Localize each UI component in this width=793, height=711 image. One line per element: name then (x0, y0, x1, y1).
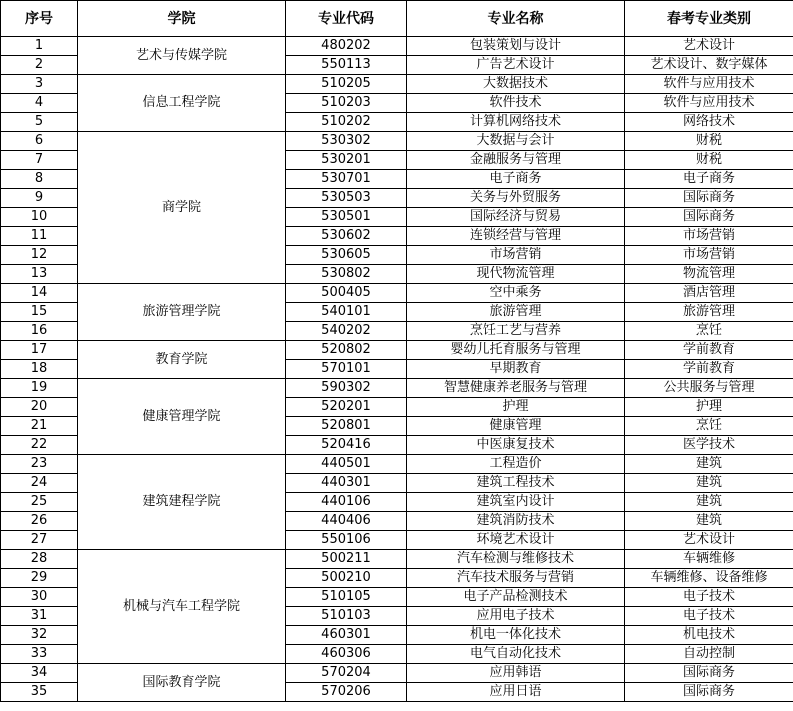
cell-seq: 31 (1, 607, 78, 626)
cell-category: 国际商务 (625, 664, 793, 683)
cell-seq: 10 (1, 208, 78, 227)
cell-name: 婴幼儿托育服务与管理 (407, 341, 625, 360)
cell-category: 物流管理 (625, 265, 793, 284)
cell-name: 连锁经营与管理 (407, 227, 625, 246)
cell-college: 教育学院 (78, 341, 286, 379)
cell-code: 530201 (286, 151, 407, 170)
cell-code: 440301 (286, 474, 407, 493)
cell-name: 中医康复技术 (407, 436, 625, 455)
cell-name: 早期教育 (407, 360, 625, 379)
cell-name: 大数据技术 (407, 75, 625, 94)
cell-name: 金融服务与管理 (407, 151, 625, 170)
cell-seq: 5 (1, 113, 78, 132)
cell-code: 520201 (286, 398, 407, 417)
cell-seq: 18 (1, 360, 78, 379)
cell-name: 计算机网络技术 (407, 113, 625, 132)
cell-seq: 4 (1, 94, 78, 113)
cell-name: 电气自动化技术 (407, 645, 625, 664)
cell-category: 艺术设计、数字媒体 (625, 56, 793, 75)
cell-category: 公共服务与管理 (625, 379, 793, 398)
cell-code: 480202 (286, 37, 407, 56)
cell-name: 软件技术 (407, 94, 625, 113)
cell-code: 530802 (286, 265, 407, 284)
cell-category: 自动控制 (625, 645, 793, 664)
cell-code: 460301 (286, 626, 407, 645)
cell-category: 电子技术 (625, 588, 793, 607)
cell-seq: 7 (1, 151, 78, 170)
table-row (1, 664, 793, 683)
cell-category: 艺术设计 (625, 531, 793, 550)
cell-code: 530602 (286, 227, 407, 246)
cell-code: 530501 (286, 208, 407, 227)
cell-name: 护理 (407, 398, 625, 417)
cell-seq: 16 (1, 322, 78, 341)
cell-name: 机电一体化技术 (407, 626, 625, 645)
cell-category: 市场营销 (625, 246, 793, 265)
cell-name: 烹饪工艺与营养 (407, 322, 625, 341)
cell-category: 电子商务 (625, 170, 793, 189)
cell-name: 大数据与会计 (407, 132, 625, 151)
cell-code: 530605 (286, 246, 407, 265)
cell-code: 440106 (286, 493, 407, 512)
cell-category: 烹饪 (625, 322, 793, 341)
cell-category: 学前教育 (625, 341, 793, 360)
cell-code: 500210 (286, 569, 407, 588)
cell-category: 财税 (625, 132, 793, 151)
cell-name: 智慧健康养老服务与管理 (407, 379, 625, 398)
cell-seq: 32 (1, 626, 78, 645)
cell-code: 510202 (286, 113, 407, 132)
cell-seq: 23 (1, 455, 78, 474)
cell-seq: 22 (1, 436, 78, 455)
cell-name: 电子商务 (407, 170, 625, 189)
cell-category: 烹饪 (625, 417, 793, 436)
cell-seq: 14 (1, 284, 78, 303)
cell-category: 建筑 (625, 512, 793, 531)
cell-seq: 25 (1, 493, 78, 512)
cell-category: 国际商务 (625, 683, 793, 702)
cell-name: 电子产品检测技术 (407, 588, 625, 607)
header-seq: 序号 (1, 1, 78, 37)
cell-seq: 28 (1, 550, 78, 569)
cell-seq: 29 (1, 569, 78, 588)
cell-code: 530503 (286, 189, 407, 208)
cell-seq: 9 (1, 189, 78, 208)
table-row (1, 550, 793, 569)
cell-code: 440406 (286, 512, 407, 531)
cell-category: 车辆维修、设备维修 (625, 569, 793, 588)
table-row (1, 132, 793, 151)
cell-category: 财税 (625, 151, 793, 170)
cell-code: 550113 (286, 56, 407, 75)
cell-seq: 21 (1, 417, 78, 436)
cell-seq: 15 (1, 303, 78, 322)
cell-seq: 19 (1, 379, 78, 398)
cell-category: 软件与应用技术 (625, 94, 793, 113)
cell-seq: 35 (1, 683, 78, 702)
table-row (1, 455, 793, 474)
cell-name: 市场营销 (407, 246, 625, 265)
cell-college: 信息工程学院 (78, 75, 286, 132)
cell-name: 应用日语 (407, 683, 625, 702)
cell-category: 车辆维修 (625, 550, 793, 569)
cell-name: 包装策划与设计 (407, 37, 625, 56)
cell-seq: 34 (1, 664, 78, 683)
cell-seq: 20 (1, 398, 78, 417)
cell-code: 540202 (286, 322, 407, 341)
cell-college: 建筑建程学院 (78, 455, 286, 550)
cell-name: 国际经济与贸易 (407, 208, 625, 227)
header-row (1, 1, 793, 37)
cell-seq: 24 (1, 474, 78, 493)
table-body (1, 37, 793, 702)
cell-code: 510103 (286, 607, 407, 626)
cell-code: 590302 (286, 379, 407, 398)
cell-category: 市场营销 (625, 227, 793, 246)
cell-name: 应用韩语 (407, 664, 625, 683)
cell-code: 570101 (286, 360, 407, 379)
cell-code: 520802 (286, 341, 407, 360)
cell-category: 酒店管理 (625, 284, 793, 303)
table-row (1, 37, 793, 56)
cell-name: 建筑消防技术 (407, 512, 625, 531)
cell-category: 医学技术 (625, 436, 793, 455)
cell-name: 广告艺术设计 (407, 56, 625, 75)
cell-seq: 1 (1, 37, 78, 56)
cell-category: 软件与应用技术 (625, 75, 793, 94)
cell-seq: 26 (1, 512, 78, 531)
cell-college: 商学院 (78, 132, 286, 284)
cell-code: 540101 (286, 303, 407, 322)
cell-code: 520801 (286, 417, 407, 436)
cell-name: 建筑室内设计 (407, 493, 625, 512)
cell-category: 国际商务 (625, 208, 793, 227)
cell-category: 建筑 (625, 455, 793, 474)
cell-name: 汽车技术服务与营销 (407, 569, 625, 588)
cell-seq: 33 (1, 645, 78, 664)
cell-seq: 6 (1, 132, 78, 151)
header-college: 学院 (78, 1, 286, 37)
cell-category: 电子技术 (625, 607, 793, 626)
cell-category: 机电技术 (625, 626, 793, 645)
cell-code: 530701 (286, 170, 407, 189)
cell-category: 网络技术 (625, 113, 793, 132)
cell-college: 旅游管理学院 (78, 284, 286, 341)
cell-college: 国际教育学院 (78, 664, 286, 702)
cell-category: 国际商务 (625, 189, 793, 208)
cell-category: 建筑 (625, 493, 793, 512)
table-row (1, 379, 793, 398)
cell-seq: 2 (1, 56, 78, 75)
cell-seq: 8 (1, 170, 78, 189)
cell-code: 510203 (286, 94, 407, 113)
cell-code: 500405 (286, 284, 407, 303)
cell-college: 机械与汽车工程学院 (78, 550, 286, 664)
cell-name: 健康管理 (407, 417, 625, 436)
cell-seq: 13 (1, 265, 78, 284)
cell-seq: 12 (1, 246, 78, 265)
cell-category: 护理 (625, 398, 793, 417)
cell-name: 现代物流管理 (407, 265, 625, 284)
cell-name: 建筑工程技术 (407, 474, 625, 493)
cell-code: 570204 (286, 664, 407, 683)
cell-seq: 3 (1, 75, 78, 94)
cell-code: 530302 (286, 132, 407, 151)
cell-code: 550106 (286, 531, 407, 550)
cell-category: 建筑 (625, 474, 793, 493)
cell-code: 500211 (286, 550, 407, 569)
cell-name: 工程造价 (407, 455, 625, 474)
cell-college: 健康管理学院 (78, 379, 286, 455)
table-row (1, 341, 793, 360)
table-row (1, 75, 793, 94)
cell-seq: 30 (1, 588, 78, 607)
cell-name: 空中乘务 (407, 284, 625, 303)
cell-college: 艺术与传媒学院 (78, 37, 286, 75)
cell-code: 510105 (286, 588, 407, 607)
cell-name: 应用电子技术 (407, 607, 625, 626)
cell-seq: 11 (1, 227, 78, 246)
cell-category: 学前教育 (625, 360, 793, 379)
cell-name: 汽车检测与维修技术 (407, 550, 625, 569)
table-header (1, 1, 793, 37)
cell-name: 关务与外贸服务 (407, 189, 625, 208)
cell-category: 艺术设计 (625, 37, 793, 56)
header-name: 专业名称 (407, 1, 625, 37)
header-code: 专业代码 (286, 1, 407, 37)
cell-category: 旅游管理 (625, 303, 793, 322)
cell-name: 旅游管理 (407, 303, 625, 322)
header-category: 春考专业类别 (625, 1, 793, 37)
cell-name: 环境艺术设计 (407, 531, 625, 550)
cell-code: 570206 (286, 683, 407, 702)
cell-seq: 27 (1, 531, 78, 550)
table-row (1, 284, 793, 303)
cell-seq: 17 (1, 341, 78, 360)
cell-code: 510205 (286, 75, 407, 94)
cell-code: 520416 (286, 436, 407, 455)
cell-code: 440501 (286, 455, 407, 474)
cell-code: 460306 (286, 645, 407, 664)
